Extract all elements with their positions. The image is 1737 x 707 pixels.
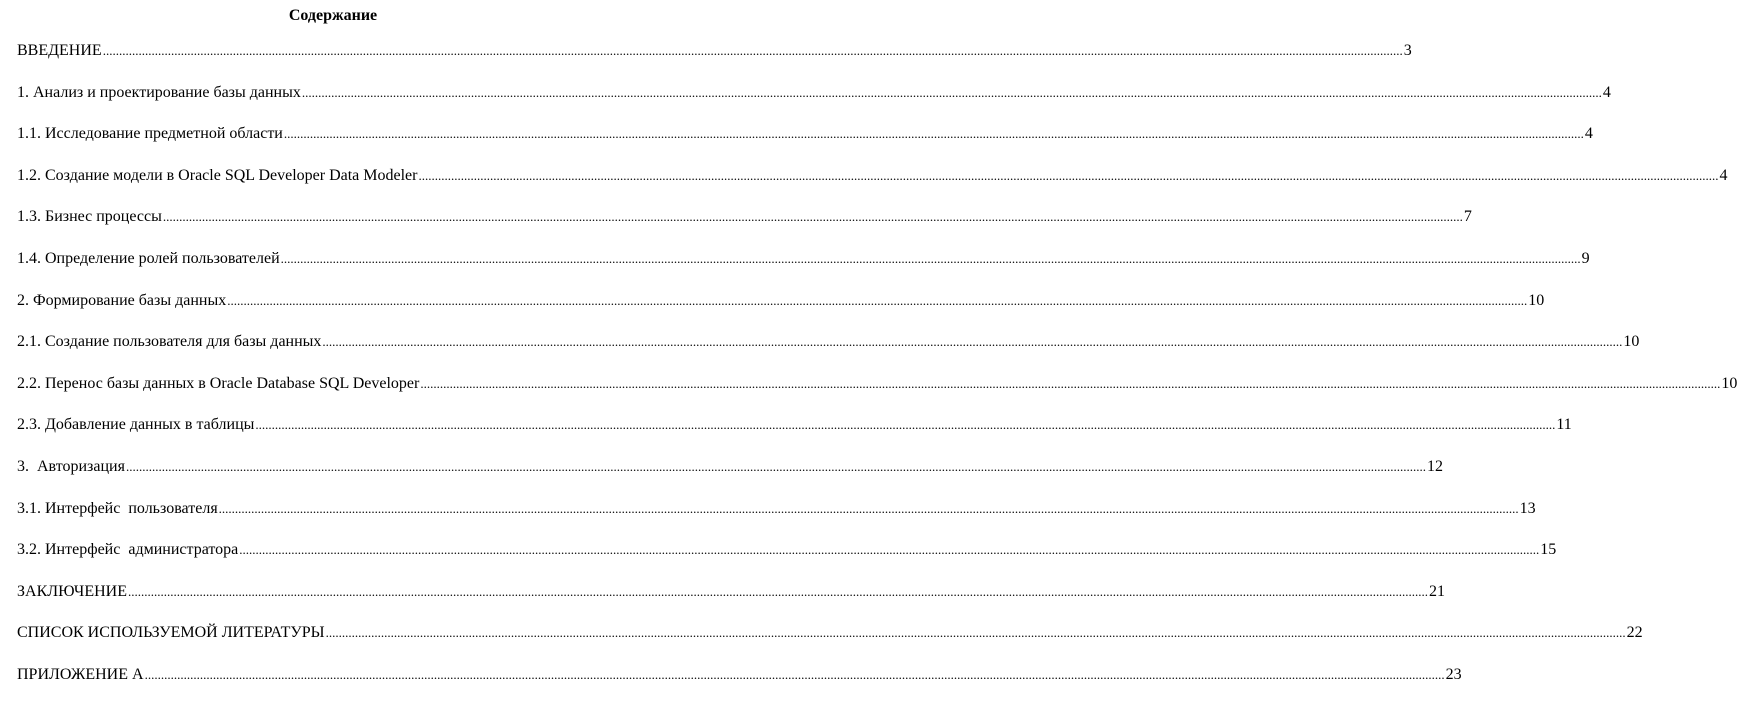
- toc-entry-text: 3.1. Интерфейс пользователя: [17, 499, 218, 517]
- toc-dot-leader: ................................................................................................................................................................................................................................................................................................................................................................................................................: [322, 334, 1623, 350]
- toc-dot-leader: ................................................................................................................................................................................................................................................................................................................................................................................................................: [102, 43, 1403, 58]
- toc-entry-introduction: [17, 41, 1412, 83]
- toc-entry-section-3-2: [17, 540, 1557, 582]
- toc-page-number: 4: [1584, 125, 1593, 143]
- toc-dot-leader: ................................................................................................................................................................................................................................................................................................................................................................................................................: [127, 583, 1428, 599]
- toc-dot-leader: ................................................................................................................................................................................................................................................................................................................................................................................................................: [420, 375, 1721, 391]
- toc-entry-appendix-a: [17, 665, 1462, 707]
- table-of-contents: [17, 41, 1737, 707]
- toc-entry-text: 2.3. Добавление данных в таблицы: [17, 416, 255, 434]
- toc-entry-text: ВВЕДЕНИЕ: [17, 42, 102, 59]
- toc-page-number: 15: [1540, 541, 1557, 559]
- toc-page-number: 4: [1602, 83, 1611, 101]
- toc-entry-section-1-1: [17, 124, 1593, 166]
- toc-entry-section-2-2: [17, 374, 1737, 416]
- toc-dot-leader: ................................................................................................................................................................................................................................................................................................................................................................................................................: [255, 417, 1556, 433]
- toc-page-number: 4: [1719, 166, 1728, 184]
- toc-entry-section-1-3: [17, 207, 1472, 249]
- toc-entry-section-2-1: [17, 332, 1640, 374]
- toc-entry-text: 1. Анализ и проектирование базы данных: [17, 83, 301, 101]
- toc-entry-section-1-4: [17, 249, 1590, 291]
- toc-title: Содержание: [288, 7, 378, 24]
- toc-entry-section-1-2: [17, 166, 1728, 208]
- toc-page-number: 13: [1519, 499, 1536, 517]
- toc-page-number: 23: [1445, 665, 1462, 683]
- toc-entry-text: 2. Формирование базы данных: [17, 291, 227, 309]
- toc-dot-leader: ................................................................................................................................................................................................................................................................................................................................................................................................................: [418, 167, 1719, 183]
- toc-entry-section-3-1: [17, 499, 1536, 541]
- toc-page-number: 12: [1426, 457, 1443, 475]
- toc-entry-text: 1.1. Исследование предметной области: [17, 125, 283, 143]
- toc-page-number: 10: [1623, 333, 1640, 351]
- toc-entry-text: СПИСОК ИСПОЛЬЗУЕМОЙ ЛИТЕРАТУРЫ: [17, 624, 325, 642]
- toc-entry-text: 2.1. Создание пользователя для базы данных: [17, 333, 322, 351]
- toc-entry-chapter-2: [17, 291, 1545, 333]
- toc-page-number: 21: [1428, 582, 1445, 600]
- toc-dot-leader: ................................................................................................................................................................................................................................................................................................................................................................................................................: [125, 458, 1426, 474]
- toc-entry-text: 2.2. Перенос базы данных в Oracle Database SQL Developer: [17, 374, 420, 392]
- toc-entry-text: ПРИЛОЖЕНИЕ А: [17, 665, 144, 683]
- toc-entry-conclusion: [17, 582, 1445, 624]
- toc-dot-leader: ................................................................................................................................................................................................................................................................................................................................................................................................................: [162, 209, 1463, 225]
- toc-dot-leader: ................................................................................................................................................................................................................................................................................................................................................................................................................: [227, 292, 1528, 308]
- toc-entry-text: ЗАКЛЮЧЕНИЕ: [17, 582, 127, 600]
- toc-entry-text: 1.2. Создание модели в Oracle SQL Developer Data Modeler: [17, 166, 418, 184]
- toc-entry-chapter-3: [17, 457, 1443, 499]
- toc-dot-leader: ................................................................................................................................................................................................................................................................................................................................................................................................................: [283, 126, 1584, 142]
- toc-page-number: 10: [1721, 374, 1737, 392]
- toc-page-number: 3: [1403, 42, 1412, 59]
- toc-entry-text: 3. Авторизация: [17, 457, 125, 475]
- toc-page-number: 7: [1463, 208, 1472, 226]
- toc-dot-leader: ................................................................................................................................................................................................................................................................................................................................................................................................................: [301, 84, 1602, 100]
- toc-entry-section-2-3: [17, 415, 1572, 457]
- toc-dot-leader: ................................................................................................................................................................................................................................................................................................................................................................................................................: [218, 500, 1519, 516]
- toc-entry-chapter-1: [17, 83, 1611, 125]
- toc-entry-text: 3.2. Интерфейс администратора: [17, 541, 239, 559]
- toc-entry-bibliography: [17, 623, 1643, 665]
- toc-dot-leader: ................................................................................................................................................................................................................................................................................................................................................................................................................: [280, 250, 1581, 266]
- toc-dot-leader: ................................................................................................................................................................................................................................................................................................................................................................................................................: [325, 625, 1626, 641]
- toc-entry-text: 1.3. Бизнес процессы: [17, 208, 162, 226]
- toc-page-number: 22: [1626, 624, 1643, 642]
- toc-page-number: 9: [1581, 249, 1590, 267]
- toc-page-number: 10: [1528, 291, 1545, 309]
- toc-page-number: 11: [1556, 416, 1572, 434]
- toc-entry-text: 1.4. Определение ролей пользователей: [17, 249, 280, 267]
- toc-dot-leader: ................................................................................................................................................................................................................................................................................................................................................................................................................: [239, 542, 1540, 558]
- toc-dot-leader: ................................................................................................................................................................................................................................................................................................................................................................................................................: [144, 666, 1445, 682]
